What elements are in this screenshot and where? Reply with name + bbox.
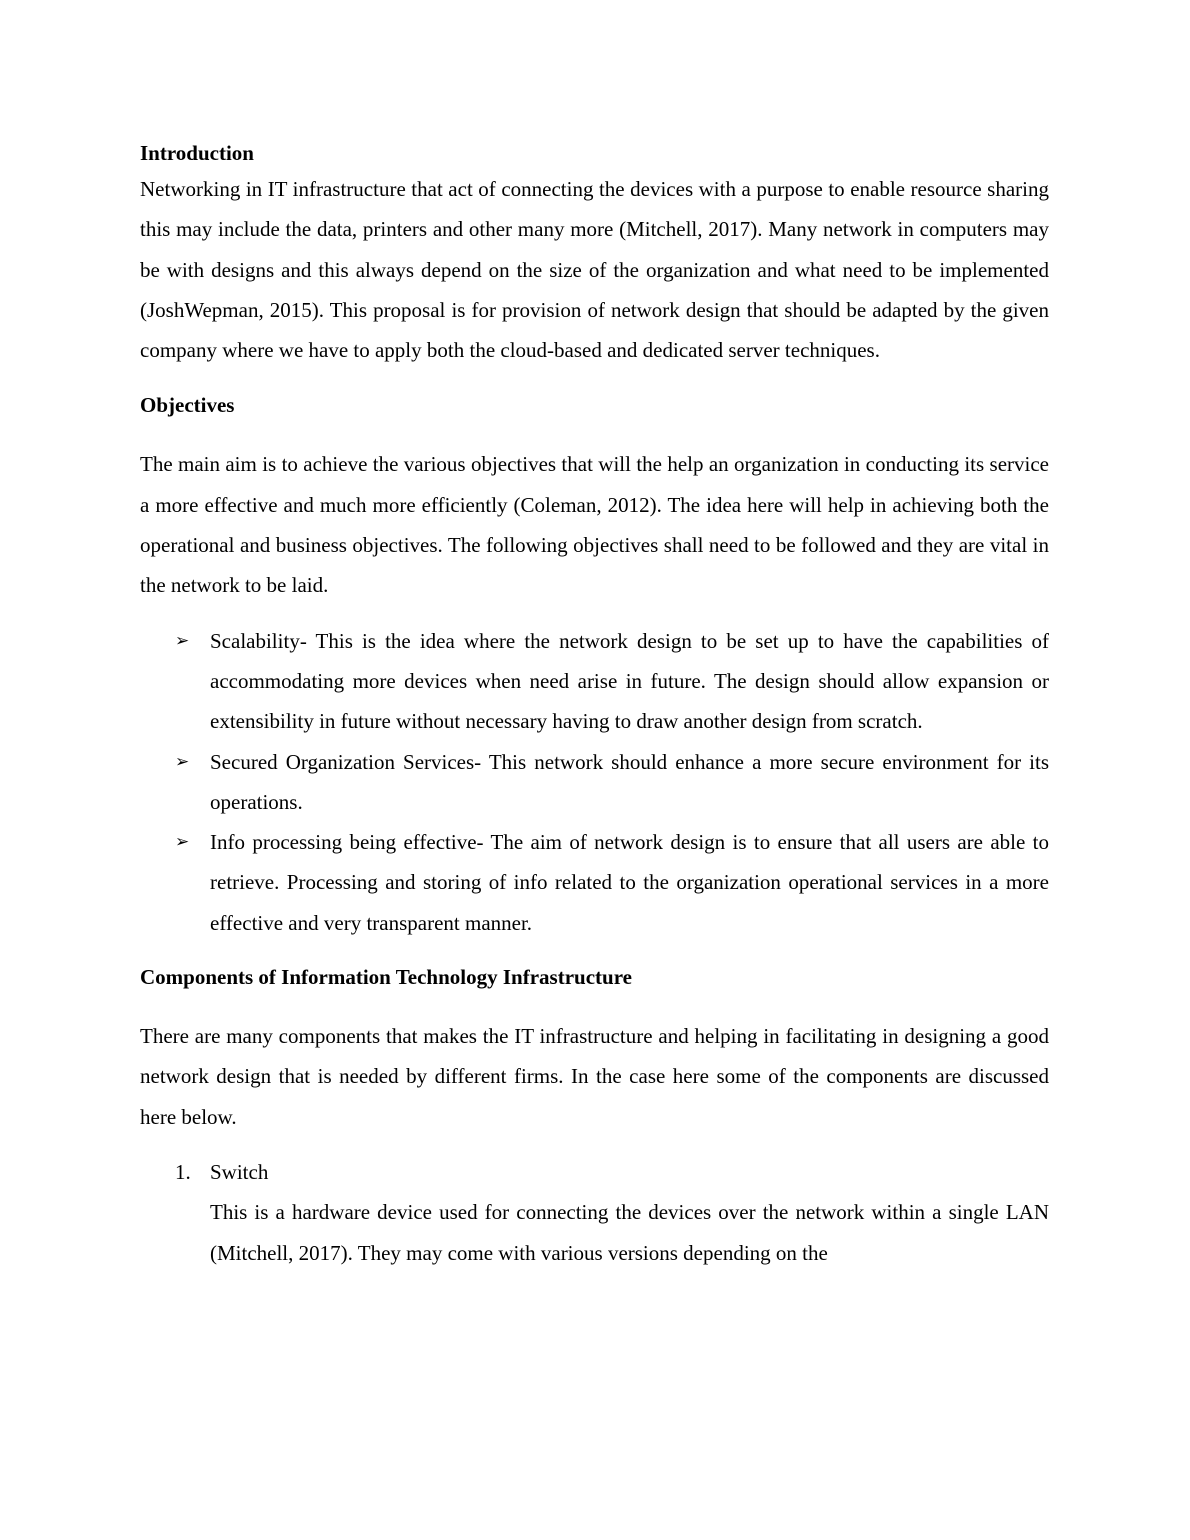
- arrow-bullet-icon: ➢: [175, 630, 190, 651]
- components-paragraph: There are many components that makes the IT infrastructure and helping in facilitating in designing a good network design that is needed by different firms. In the case here some of the components are discussed here below.: [140, 1024, 1049, 1129]
- objectives-bullet-list: [140, 621, 1049, 943]
- bullet-text-scalability: Scalability- This is the idea where the network design to be set up to have the capabilities of accommodating more devices when need arise in future. The design should allow expansion or extensibility in future without necessary having to draw another design from scratch.: [210, 628, 1049, 734]
- objectives-paragraph: The main aim is to achieve the various objectives that will the help an organization in conducting its service a more effective and much more efficiently (Coleman, 2012). The idea here will help in achieving both the operational and business objectives. The following objectives shall need to be followed and they are vital in the network to be laid.: [140, 452, 1049, 598]
- introduction-paragraph: Networking in IT infrastructure that act of connecting the devices with a purpose to enable resource sharing this may include the data, printers and other many more (Mitchell, 2017). Many network in computers may be with designs and this always depend on the size of the organization and what need to be implemented (JoshWepman, 2015). This proposal is for provision of network design that should be adapted by the given company where we have to apply both the cloud-based and dedicated server techniques.: [140, 177, 1049, 363]
- objectives-heading: Objectives: [140, 393, 235, 418]
- list-number: 1.: [175, 1159, 191, 1184]
- bullet-text-info-processing: Info processing being effective- The aim of network design is to ensure that all users are able to retrieve. Processing and storing of info related to the organization operational services in a more effective and very transparent manner.: [210, 830, 1049, 935]
- component-body-switch: This is a hardware device used for connecting the devices over the network within a single LAN (Mitchell, 2017). They may come with various versions depending on the: [210, 1200, 1049, 1265]
- list-item: [140, 822, 1049, 943]
- component-title-switch: Switch: [210, 1159, 269, 1184]
- arrow-bullet-icon: ➢: [175, 832, 190, 853]
- list-item: [140, 742, 1049, 823]
- list-item: [140, 1152, 1049, 1273]
- arrow-bullet-icon: ➢: [175, 751, 190, 772]
- components-numbered-list: [140, 1152, 1049, 1273]
- introduction-heading: Introduction: [140, 141, 254, 165]
- components-heading: Components of Information Technology Infrastructure: [140, 965, 632, 990]
- bullet-text-secured-services: Secured Organization Services- This network should enhance a more secure environment for its operations.: [210, 749, 1049, 814]
- document-page: [140, 137, 1049, 1273]
- list-item: [140, 621, 1049, 742]
